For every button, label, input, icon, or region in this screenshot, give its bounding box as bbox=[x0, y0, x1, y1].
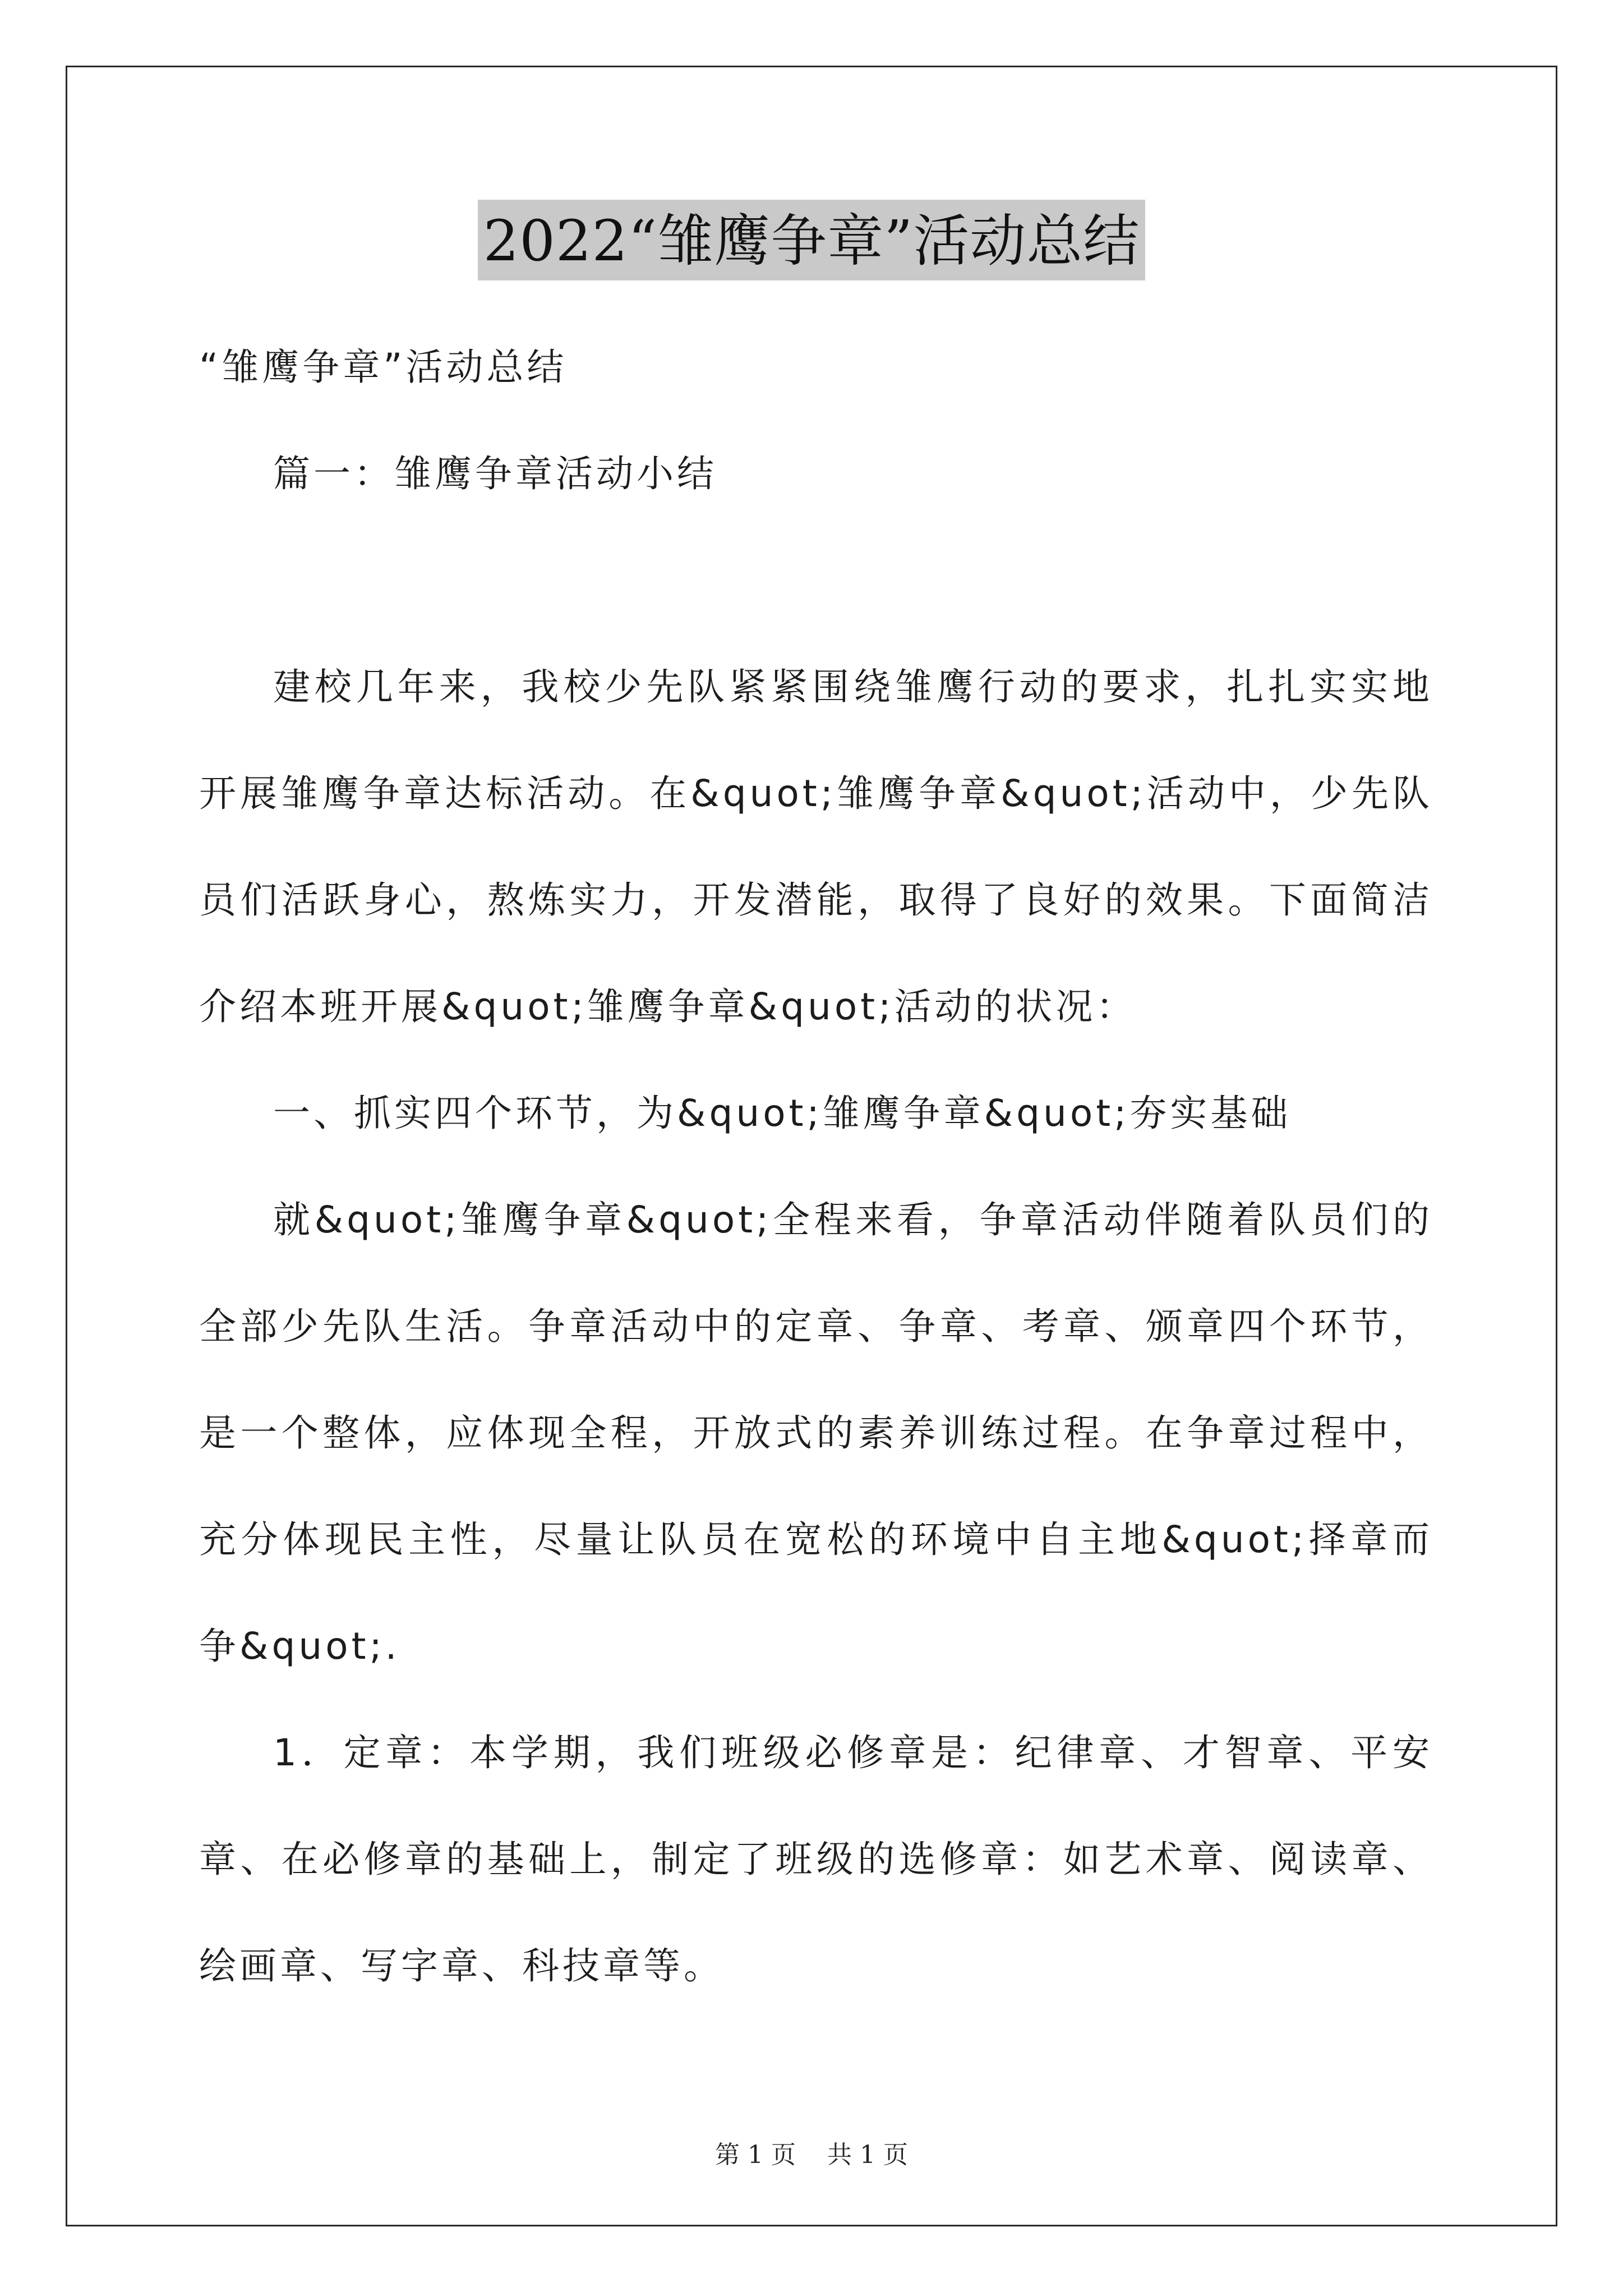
title-container bbox=[0, 200, 1623, 280]
subtitle: “雏鹰争章”活动总结 bbox=[199, 346, 568, 389]
page-total: 共 1 页 bbox=[827, 2141, 908, 2169]
document-title: 2022“雏鹰争章”活动总结 bbox=[478, 200, 1146, 280]
paragraph-intro: 建校几年来，我校少先队紧紧围绕雏鹰行动的要求，扎扎实实地开展雏鹰争章达标活动。在&quot;雏鹰争章&quot;活动中，少先队员们活跃身心，熬炼实力，开发潜能，取得了良好的效果。下面简洁介绍本班开展&quot;雏鹰争章&quot;活动的状况： bbox=[199, 665, 1433, 1028]
document-body bbox=[199, 314, 1433, 2019]
blank-line bbox=[199, 527, 1433, 634]
section-heading: 篇一：雏鹰争章活动小结 bbox=[273, 452, 717, 495]
page-number: 第 1 页 bbox=[715, 2141, 796, 2169]
paragraph-ding-zhang: 1．定章：本学期，我们班级必修章是：纪律章、才智章、平安章、在必修章的基础上，制定了班级的选修章：如艺术章、阅读章、绘画章、写字章、科技章等。 bbox=[199, 1731, 1433, 1987]
paragraph-heading-one: 一、抓实四个环节，为&quot;雏鹰争章&quot;夯实基础 bbox=[273, 1092, 1292, 1135]
page-footer bbox=[0, 2134, 1623, 2170]
paragraph-overview: 就&quot;雏鹰争章&quot;全程来看，争章活动伴随着队员们的全部少先队生活。争章活动中的定章、争章、考章、颁章四个环节，是一个整体，应体现全程，开放式的素养训练过程。在争章过程中，充分体现民主性，尽量让队员在宽松的环境中自主地&quot;择章而争&quot;. bbox=[199, 1198, 1433, 1668]
